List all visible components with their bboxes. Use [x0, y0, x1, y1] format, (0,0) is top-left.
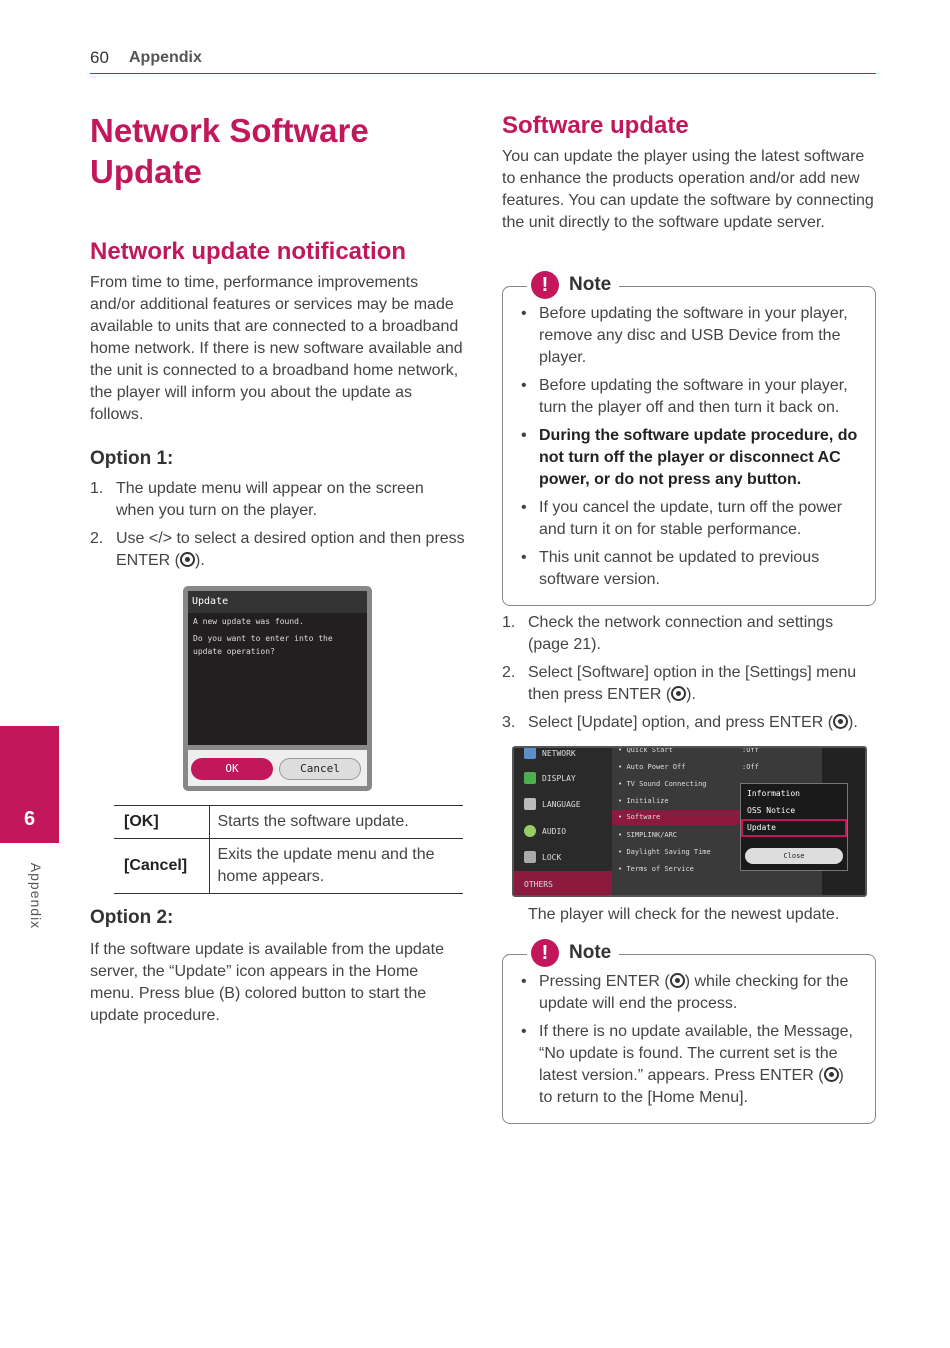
software-update-heading: Software update: [502, 112, 689, 139]
language-icon: [524, 798, 536, 810]
display-icon: [524, 772, 536, 784]
page-number: 60: [90, 48, 109, 67]
note-text: If there is no update available, the Message, “No update is found. The current set is the latest version.” appears. Press ENTER (: [539, 1023, 853, 1084]
enter-icon: [180, 552, 195, 567]
table-row: [114, 839, 463, 894]
note-box-2: [502, 942, 876, 1124]
check-caption: The player will check for the newest update.: [528, 906, 840, 923]
option-row[interactable]: • Terms of Service: [618, 865, 694, 873]
step-text-end: ).: [686, 686, 696, 703]
table-key: [Cancel]: [114, 839, 209, 894]
option-row-selected[interactable]: • Software: [612, 810, 742, 825]
note-list: [521, 971, 861, 1109]
notification-body: From time to time, performance improvements and/or additional features or services may be made available to units that are connected to a broadband home network. If there is new software available and the unit is connected to a broadband home network, the player will inform you about the update as follows.: [90, 274, 463, 423]
list-item: [521, 1021, 861, 1109]
software-steps: [502, 612, 876, 740]
option-value: :Off: [742, 763, 759, 771]
popup-item-update[interactable]: Update: [741, 819, 847, 837]
list-item: [90, 478, 465, 522]
step-text-end: ).: [848, 714, 858, 731]
note-list: [521, 303, 861, 591]
list-item: [521, 971, 861, 1015]
note-text: Pressing ENTER (: [539, 973, 670, 990]
popup-item-oss-notice[interactable]: OSS Notice: [747, 806, 796, 815]
option-row[interactable]: • Initialize: [618, 797, 669, 805]
menu-item-audio[interactable]: [524, 822, 566, 840]
list-item: [502, 612, 876, 656]
network-icon: [524, 747, 536, 759]
option1-steps: [90, 478, 465, 572]
menu-item-display[interactable]: [524, 769, 576, 787]
options-table: [114, 805, 463, 894]
option-row[interactable]: • Daylight Saving Time: [618, 848, 711, 856]
note-header: [527, 271, 619, 299]
update-dialog: [183, 586, 372, 791]
option2-body: If the software update is available from the update server, the “Update” icon appears in the Home menu. Press blue (B) colored button to start the update procedure.: [90, 941, 444, 1024]
option-label: Quick Start: [626, 746, 673, 754]
step-number: 1.: [502, 614, 516, 631]
left-column: [90, 110, 465, 1024]
settings-menu: [514, 748, 612, 897]
cancel-button[interactable]: Cancel: [279, 758, 361, 780]
close-button[interactable]: Close: [745, 848, 843, 864]
menu-label: NETWORK: [542, 748, 576, 758]
option-row[interactable]: • TV Sound Connecting: [618, 780, 707, 788]
step-text: The update menu will appear on the screen when you turn on the player.: [116, 480, 424, 519]
note-box-1: [502, 274, 876, 606]
list-item: [502, 662, 876, 706]
lock-icon: [524, 851, 536, 863]
software-update-intro: You can update the player using the latest software to enhance the products operation and/or add new features. You can update the software by connecting the unit directly to the software update server.: [502, 148, 874, 231]
option-label: Initialize: [626, 797, 669, 805]
notification-heading: Network update notification: [90, 238, 407, 265]
popup-item-information[interactable]: Information: [747, 789, 800, 798]
software-popup: [740, 783, 848, 871]
menu-label: LANGUAGE: [542, 799, 581, 809]
step-text: Use </> to select a desired option and then press ENTER (: [116, 530, 465, 569]
page-header: [90, 46, 876, 74]
menu-item-others[interactable]: [514, 871, 612, 897]
exclamation-icon: !: [531, 271, 559, 299]
option-label: Auto Power Off: [626, 763, 686, 771]
option-row[interactable]: • Quick Start :Off: [618, 746, 759, 754]
option-row[interactable]: • SIMPLINK/ARC: [618, 831, 678, 839]
option-row[interactable]: • Auto Power Off :Off: [618, 763, 759, 771]
menu-item-language[interactable]: [524, 795, 581, 813]
step-number: 3.: [502, 714, 516, 731]
enter-icon: [824, 1067, 839, 1082]
chapter-label: [27, 850, 45, 940]
option1-heading: Option 1:: [90, 448, 174, 469]
table-row: [114, 806, 463, 839]
option-label: TV Sound Connecting: [626, 780, 707, 788]
list-item: • If you cancel the update, turn off the power and turn it on for stable performance.: [521, 497, 861, 541]
dialog-button-bar: [188, 750, 367, 786]
chapter-tab: [0, 726, 59, 843]
right-column: [502, 110, 876, 1106]
menu-label: OTHERS: [524, 879, 553, 889]
settings-screenshot: [512, 746, 867, 897]
step-number: 2.: [502, 664, 516, 681]
note-text-end: ) to return to the [Home Menu].: [539, 1067, 844, 1106]
option-label: Software: [626, 813, 661, 821]
list-item: [502, 712, 876, 734]
menu-item-lock[interactable]: [524, 848, 561, 866]
step-text: Select [Software] option in the [Settings] menu then press ENTER (: [528, 664, 857, 703]
enter-icon: [671, 686, 686, 701]
section-title: Appendix: [129, 49, 202, 66]
enter-icon: [670, 973, 685, 988]
ok-button[interactable]: OK: [191, 758, 273, 780]
table-key: [OK]: [114, 806, 209, 839]
step-number: 1.: [90, 480, 104, 497]
step-text: Check the network connection and settings (page 21).: [528, 614, 834, 653]
note-text-end: ) while checking for the update will end the process.: [539, 973, 849, 1012]
menu-item-network[interactable]: [524, 746, 576, 762]
step-text-end: ).: [195, 552, 205, 569]
page-title: Network Software Update: [90, 112, 369, 190]
list-item: • This unit cannot be updated to previous software version.: [521, 547, 861, 591]
note-header: [527, 939, 619, 967]
menu-label: AUDIO: [542, 826, 567, 836]
note-label: Note: [569, 942, 612, 963]
menu-label: DISPLAY: [542, 773, 576, 783]
list-item: • Before updating the software in your player, remove any disc and USB Device from the player.: [521, 303, 861, 369]
audio-icon: [524, 825, 536, 837]
table-value: Starts the software update.: [209, 806, 463, 839]
menu-label: LOCK: [542, 852, 562, 862]
option-label: Daylight Saving Time: [626, 848, 711, 856]
option-value: :Off: [742, 746, 759, 754]
list-item: [90, 528, 465, 572]
chapter-number: 6: [23, 808, 36, 830]
dialog-message-2: Do you want to enter into the update operation?: [193, 634, 333, 656]
list-item: • Before updating the software in your player, turn the player off and then turn it back on.: [521, 375, 861, 419]
dialog-message-1: A new update was found.: [193, 617, 304, 626]
dialog-title: Update: [188, 591, 367, 613]
option-label: SIMPLINK/ARC: [626, 831, 678, 839]
option-label: Terms of Service: [626, 865, 694, 873]
chapter-label-text: Appendix: [28, 862, 44, 930]
table-value: Exits the update menu and the home appears.: [209, 839, 463, 894]
option2-heading: Option 2:: [90, 907, 174, 928]
step-number: 2.: [90, 530, 104, 547]
note-label: Note: [569, 274, 612, 295]
enter-icon: [833, 714, 848, 729]
list-item: • During the software update procedure, do not turn off the player or disconnect AC power, or do not press any button.: [521, 425, 861, 491]
exclamation-icon: !: [531, 939, 559, 967]
step-text: Select [Update] option, and press ENTER (: [528, 714, 834, 731]
dialog-body: [188, 591, 367, 745]
